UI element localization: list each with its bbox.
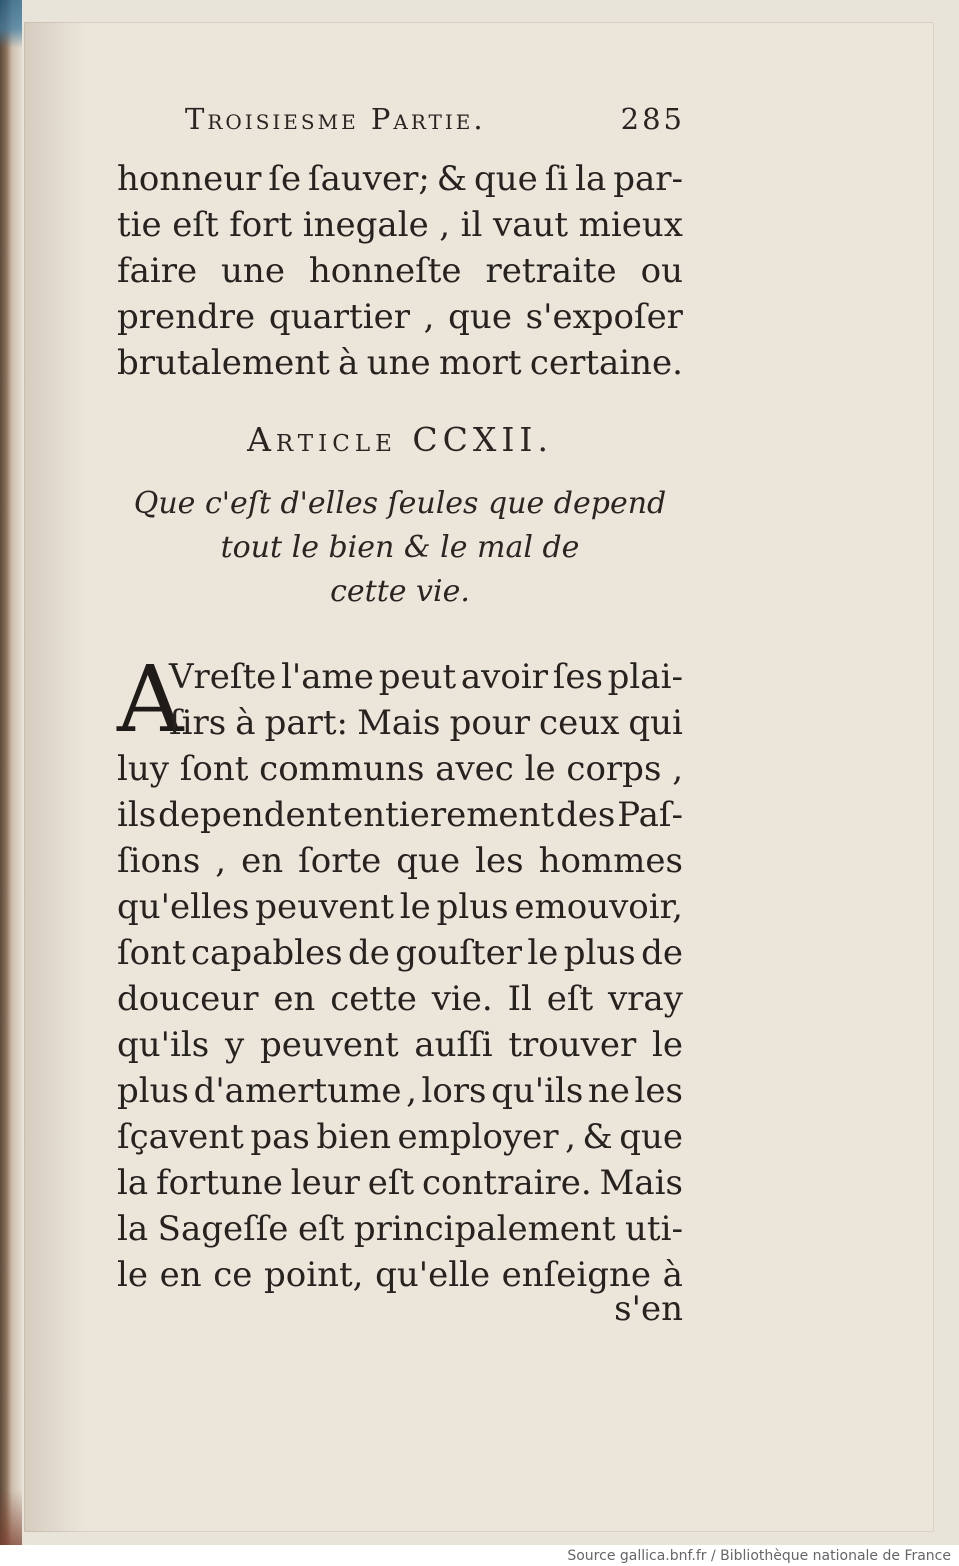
word: ſorte	[298, 841, 382, 881]
word: peuvent	[259, 1025, 399, 1065]
word: vray	[607, 979, 683, 1019]
word: Vreſte	[169, 657, 277, 697]
word: par-	[613, 159, 683, 199]
source-credit: Source gallica.bnf.fr / Bibliothèque nationale de France	[567, 1548, 951, 1564]
word: y	[224, 1025, 245, 1065]
text-line	[117, 1068, 683, 1114]
word: ,	[672, 749, 683, 789]
word: faire	[117, 251, 198, 291]
text-line	[117, 294, 683, 340]
word: ,	[406, 1071, 417, 1111]
word: la	[117, 1163, 149, 1203]
word: à	[338, 343, 359, 383]
word: la	[575, 159, 607, 199]
word: ne	[587, 1071, 630, 1111]
text-line	[117, 930, 683, 976]
text-line	[117, 746, 683, 792]
catchword: s'en	[614, 1289, 683, 1329]
word: plus	[563, 933, 636, 973]
word: ,	[423, 297, 435, 337]
word: le	[651, 1025, 683, 1065]
word: l'ame	[281, 657, 374, 697]
word: plai-	[607, 657, 683, 697]
word: certaine.	[529, 343, 683, 383]
word: mieux	[578, 205, 683, 245]
word: part:	[264, 703, 349, 743]
word: ſont	[117, 933, 186, 973]
word: retraite	[485, 251, 617, 291]
word: honneur	[117, 159, 262, 199]
word: en	[159, 1255, 202, 1295]
word: inegale	[302, 205, 429, 245]
word: le	[399, 887, 431, 927]
body-text-main	[117, 646, 683, 1298]
word: que	[619, 1117, 683, 1157]
word: Mais	[357, 703, 441, 743]
word: ſirs	[169, 703, 227, 743]
word: ,	[565, 1117, 576, 1157]
word: de	[347, 933, 390, 973]
word: peut	[378, 657, 457, 697]
word: Sageſſe	[157, 1209, 289, 1249]
word: qu'elles	[117, 887, 250, 927]
gutter-shadow	[24, 22, 84, 1532]
word: communs	[259, 749, 425, 789]
word: ou	[640, 251, 683, 291]
word: leur	[290, 1163, 360, 1203]
word: ſes	[552, 657, 603, 697]
word: eſt	[297, 1209, 345, 1249]
word: ſions	[117, 841, 201, 881]
word: à	[662, 1255, 683, 1295]
word: une	[221, 251, 285, 291]
word: les	[475, 841, 524, 881]
word: eſt	[367, 1163, 415, 1203]
text-line	[117, 1160, 683, 1206]
word: entierement	[343, 795, 555, 835]
word: que	[396, 841, 461, 881]
word: quartier	[268, 297, 410, 337]
word: enſeigne	[501, 1255, 652, 1295]
word: bien	[316, 1117, 391, 1157]
subtitle-line: Que c'eſt d'elles ſeules que depend	[133, 486, 667, 521]
word: avoir	[460, 657, 548, 697]
subtitle-line: cette vie.	[330, 574, 470, 609]
word: contraire.	[422, 1163, 592, 1203]
word: en	[273, 979, 316, 1019]
word: Il	[507, 979, 532, 1019]
word: ,	[439, 205, 451, 245]
word: ce	[213, 1255, 253, 1295]
word: vie.	[431, 979, 493, 1019]
word: à	[235, 703, 256, 743]
spine-top-edge	[0, 0, 22, 48]
word: corps	[566, 749, 662, 789]
text-line	[117, 700, 683, 746]
word: &	[582, 1117, 613, 1157]
word: Mais	[599, 1163, 683, 1203]
word: brutalement	[117, 343, 330, 383]
word: capables	[191, 933, 343, 973]
word: emouvoir,	[514, 887, 683, 927]
word: il	[460, 205, 483, 245]
word: qu'ils	[117, 1025, 210, 1065]
book-spine	[0, 0, 22, 1545]
word: des	[556, 795, 616, 835]
drop-cap: A	[117, 646, 184, 753]
word: fortune	[156, 1163, 283, 1203]
word: dependent	[158, 795, 342, 835]
word: vaut	[493, 205, 569, 245]
word: pour	[449, 703, 530, 743]
word: principalement	[353, 1209, 616, 1249]
text-line	[117, 1206, 683, 1252]
page-number: 285	[620, 102, 685, 136]
word: le	[524, 749, 556, 789]
article-subtitle	[117, 482, 683, 614]
word: point,	[263, 1255, 364, 1295]
text-line	[117, 654, 683, 700]
text-line	[117, 202, 683, 248]
subtitle-line: tout le bien & le mal de	[220, 530, 580, 565]
word: Paſ-	[617, 795, 683, 835]
text-line	[117, 1022, 683, 1068]
word: auſſi	[414, 1025, 493, 1065]
word: ſauver;	[308, 159, 430, 199]
word: plus	[117, 1071, 189, 1111]
running-head-title: Troisiesme Partie.	[185, 102, 486, 136]
word: avec	[435, 749, 514, 789]
word: le	[527, 933, 559, 973]
text-line	[117, 792, 683, 838]
word: qu'ils	[491, 1071, 584, 1111]
word: les	[634, 1071, 683, 1111]
word: uti-	[625, 1209, 683, 1249]
word: gouſter	[395, 933, 522, 973]
word: prendre	[117, 297, 256, 337]
word: le	[117, 1255, 148, 1295]
word: que	[473, 159, 538, 199]
text-line	[117, 976, 683, 1022]
word: ſi	[544, 159, 569, 199]
word: cette	[330, 979, 417, 1019]
text-line	[117, 248, 683, 294]
text-line	[117, 1114, 683, 1160]
text-line	[117, 340, 683, 386]
word: mort	[438, 343, 522, 383]
word: pas	[250, 1117, 310, 1157]
word: ſçavent	[117, 1117, 244, 1157]
running-head	[185, 102, 685, 136]
article-heading: Article CCXII.	[247, 420, 553, 459]
word: ſont	[179, 749, 249, 789]
word: douceur	[117, 979, 259, 1019]
word: d'amertume	[193, 1071, 402, 1111]
word: hommes	[538, 841, 683, 881]
word: eſt	[546, 979, 594, 1019]
text-line	[117, 884, 683, 930]
word: que	[448, 297, 512, 337]
word: s'expoſer	[525, 297, 683, 337]
word: fort	[229, 205, 293, 245]
word: honneſte	[308, 251, 462, 291]
word: qui	[628, 703, 683, 743]
word: peuvent	[255, 887, 394, 927]
word: en	[241, 841, 284, 881]
word: une	[366, 343, 431, 383]
word: eſt	[172, 205, 219, 245]
body-text-top	[117, 156, 683, 386]
spine-bottom-edge	[0, 1490, 22, 1545]
word: ſe	[268, 159, 302, 199]
word: trouver	[508, 1025, 637, 1065]
word: employer	[397, 1117, 559, 1157]
word: qu'elle	[375, 1255, 491, 1295]
word: lors	[421, 1071, 487, 1111]
text-line	[117, 156, 683, 202]
word: ceux	[539, 703, 620, 743]
word: luy	[117, 749, 169, 789]
word: plus	[436, 887, 509, 927]
text-line	[117, 838, 683, 884]
word: &	[436, 159, 468, 199]
word: tie	[117, 205, 162, 245]
word: ,	[215, 841, 227, 881]
word: ils	[117, 795, 157, 835]
word: de	[641, 933, 683, 973]
word: la	[117, 1209, 149, 1249]
